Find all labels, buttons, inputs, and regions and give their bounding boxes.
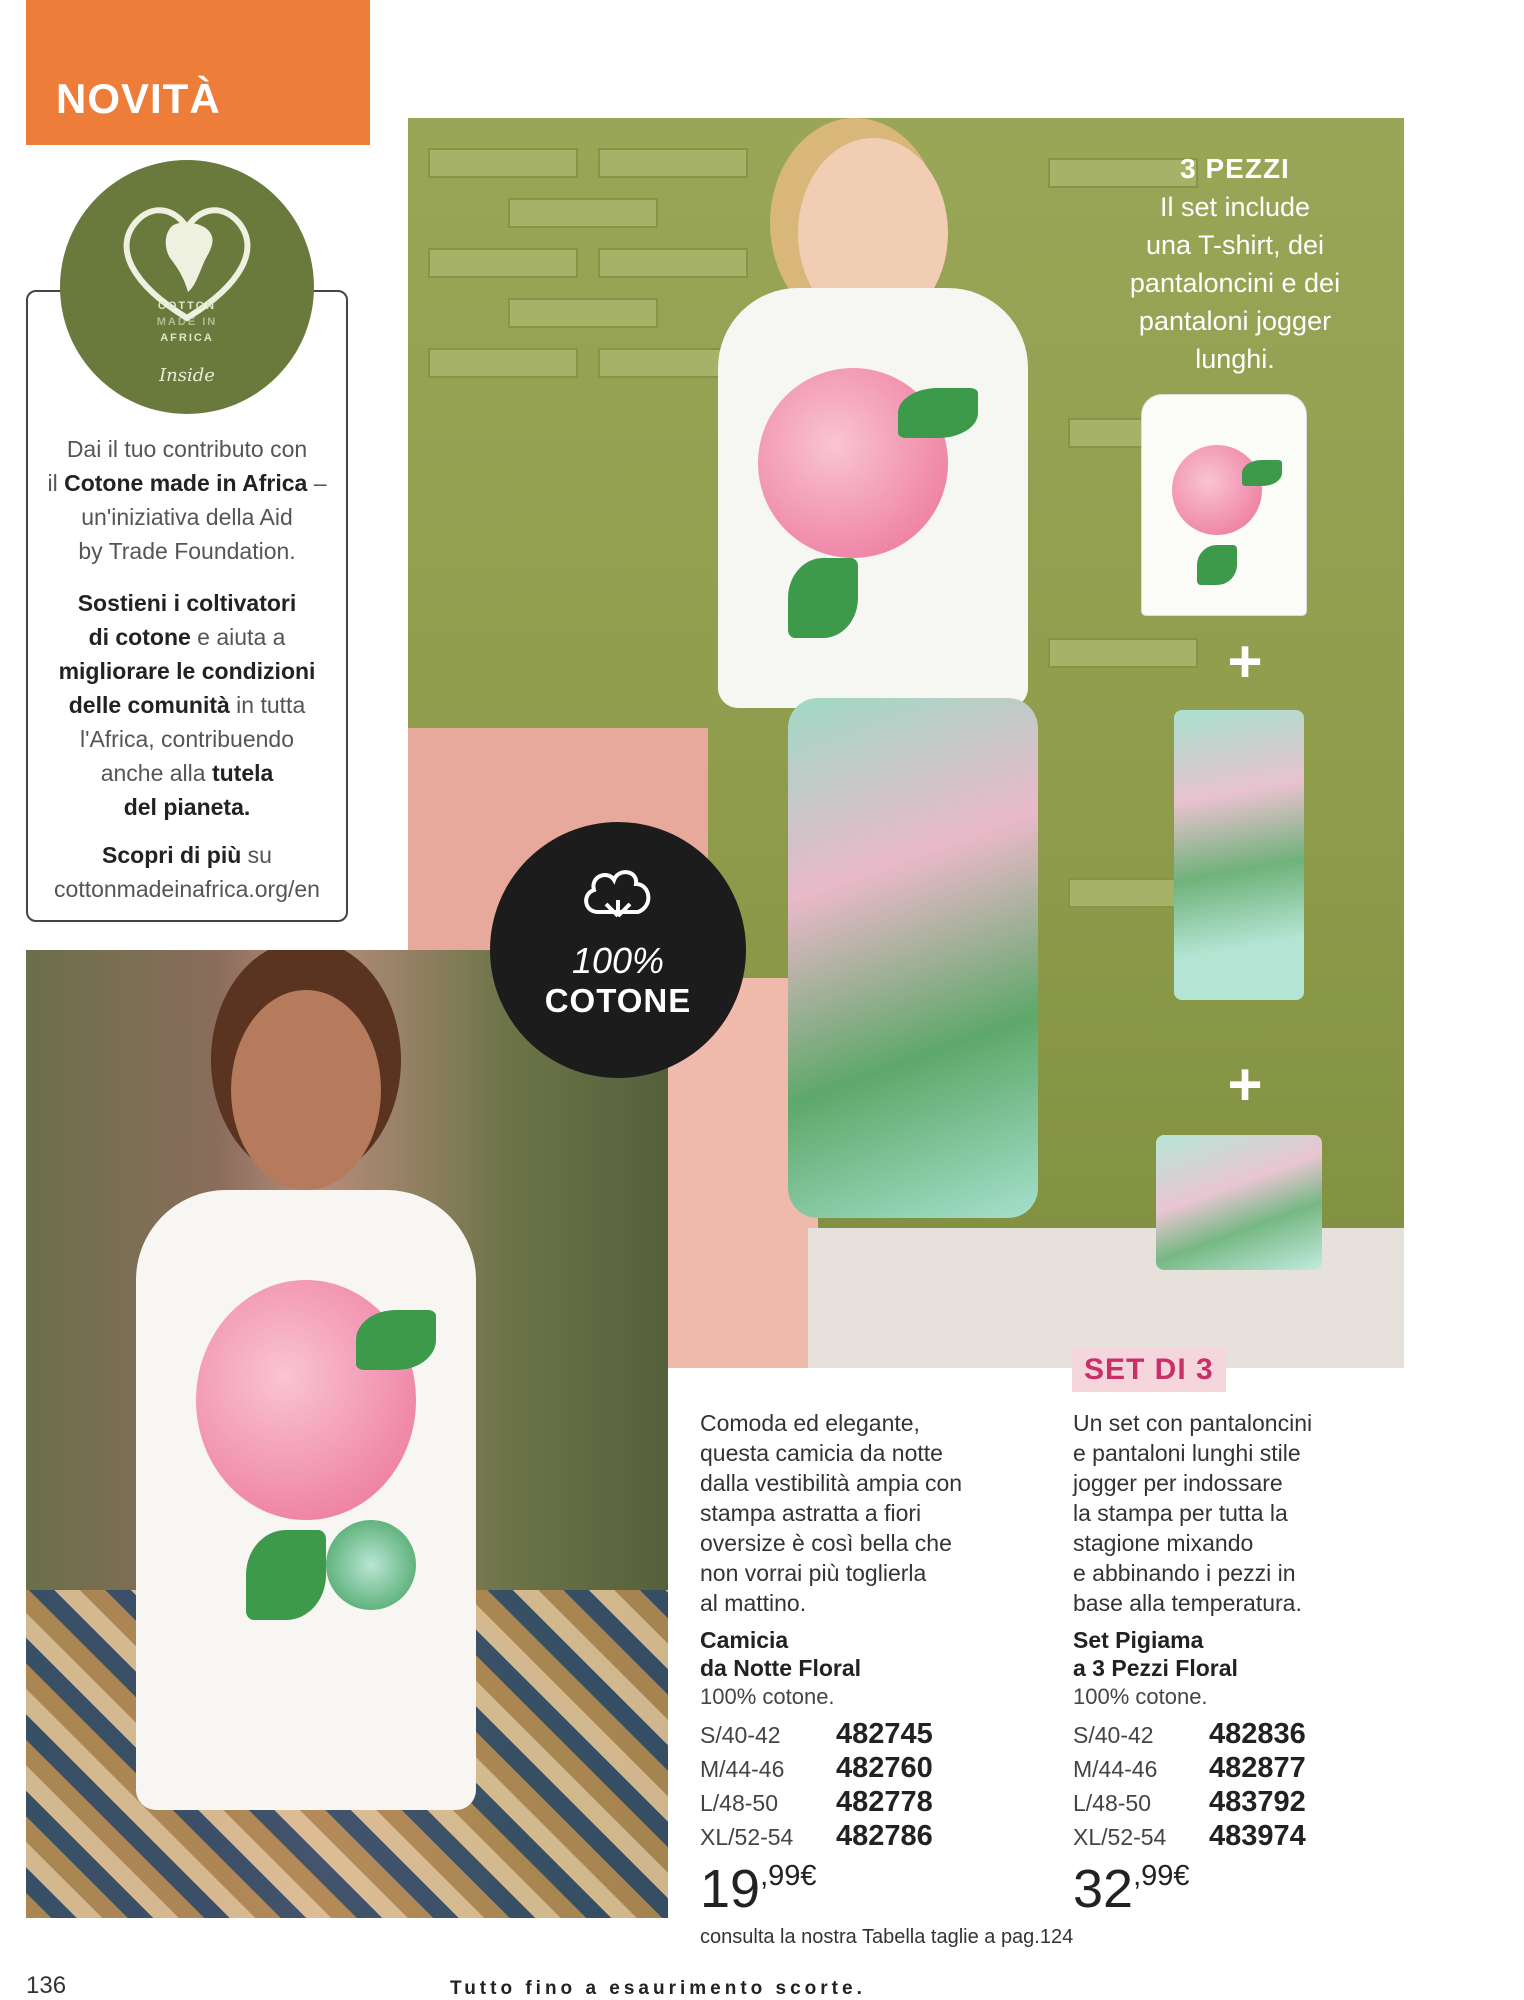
cotton-label: COTONE bbox=[544, 982, 692, 1019]
product-description bbox=[1073, 1408, 1403, 1618]
size-row bbox=[1073, 1820, 1403, 1854]
logo-line-3: AFRICA bbox=[160, 332, 214, 344]
size-label: S/40-42 bbox=[1073, 1722, 1154, 1748]
desc-line: e pantaloni lunghi stile bbox=[1073, 1440, 1301, 1466]
size-row bbox=[700, 1786, 1040, 1820]
cotton-info-text bbox=[30, 432, 344, 924]
callout-line: una T-shirt, dei bbox=[1145, 230, 1325, 260]
cotton-percent: 100% bbox=[571, 940, 665, 981]
product-code: 482786 bbox=[836, 1820, 933, 1852]
novita-banner bbox=[26, 0, 370, 145]
info-bold-text: Sostieni i coltivatori bbox=[77, 590, 297, 616]
size-code-list bbox=[1073, 1718, 1403, 1854]
set-of-3-badge: SET DI 3 bbox=[1072, 1348, 1226, 1392]
product-name-line: a 3 Pezzi Floral bbox=[1073, 1655, 1238, 1681]
size-row bbox=[700, 1752, 1040, 1786]
callout-line: pantaloni jogger bbox=[1138, 306, 1332, 336]
cotton-website-link[interactable]: cottonmadeinafrica.org/en bbox=[54, 876, 320, 902]
size-label: M/44-46 bbox=[700, 1756, 785, 1782]
desc-line: jogger per indossare bbox=[1073, 1470, 1283, 1496]
product-material: 100% cotone. bbox=[1073, 1684, 1208, 1709]
price-decimal: ,99€ bbox=[760, 1860, 817, 1892]
info-bold-text: delle comunità bbox=[68, 692, 230, 718]
page-number: 136 bbox=[26, 1972, 67, 1999]
info-text-line: un'iniziativa della Aid bbox=[81, 504, 293, 530]
desc-line: questa camicia da notte bbox=[700, 1440, 943, 1466]
callout-title: 3 PEZZI bbox=[1180, 153, 1290, 184]
three-pieces-callout bbox=[1100, 150, 1370, 378]
product-name bbox=[700, 1626, 1040, 1682]
size-label: M/44-46 bbox=[1073, 1756, 1158, 1782]
product-code: 483974 bbox=[1209, 1820, 1306, 1852]
price-integer: 19 bbox=[700, 1859, 761, 1919]
price-decimal: ,99€ bbox=[1133, 1860, 1190, 1892]
info-text-line: Dai il tuo contributo con bbox=[66, 436, 308, 462]
product-code: 482778 bbox=[836, 1786, 933, 1818]
stock-disclaimer: Tutto fino a esaurimento scorte. bbox=[450, 1978, 866, 1999]
info-text-line: anche alla bbox=[100, 760, 212, 786]
product-code: 482760 bbox=[836, 1752, 933, 1784]
info-text-line: su bbox=[241, 842, 272, 868]
tshirt-product-image bbox=[1142, 395, 1306, 615]
info-text-line: by Trade Foundation. bbox=[78, 538, 296, 564]
desc-line: base alla temperatura. bbox=[1073, 1590, 1302, 1616]
size-label: L/48-50 bbox=[1073, 1790, 1152, 1816]
cotton-100-badge bbox=[490, 822, 746, 1078]
pants-product-image bbox=[1174, 710, 1304, 1000]
size-row bbox=[700, 1820, 1040, 1854]
plus-sign: + bbox=[1227, 628, 1263, 695]
logo-signature: Inside bbox=[159, 365, 215, 386]
desc-line: Un set con pantaloncini bbox=[1073, 1410, 1313, 1436]
desc-line: al mattino. bbox=[700, 1590, 807, 1616]
nightdress-photo bbox=[26, 950, 668, 1918]
callout-line: lunghi. bbox=[1195, 344, 1275, 374]
info-bold-text: di cotone bbox=[88, 624, 191, 650]
size-label: S/40-42 bbox=[700, 1722, 781, 1748]
info-text-line: – bbox=[307, 470, 327, 496]
info-bold-text: tutela bbox=[211, 760, 274, 786]
desc-line: non vorrai più toglierla bbox=[700, 1560, 927, 1586]
product-code: 482745 bbox=[836, 1718, 933, 1750]
callout-line: pantaloncini e dei bbox=[1129, 268, 1341, 298]
shorts-product-image bbox=[1156, 1135, 1322, 1270]
size-row bbox=[1073, 1786, 1403, 1820]
product-name bbox=[1073, 1626, 1403, 1682]
size-row bbox=[1073, 1752, 1403, 1786]
desc-line: la stampa per tutta la bbox=[1073, 1500, 1288, 1526]
cotton-flower-icon bbox=[578, 860, 658, 930]
size-label: XL/52-54 bbox=[1073, 1824, 1167, 1850]
desc-line: dalla vestibilità ampia con bbox=[700, 1470, 963, 1496]
desc-line: stampa astratta a fiori bbox=[700, 1500, 922, 1526]
size-row bbox=[1073, 1718, 1403, 1752]
product-price bbox=[700, 1860, 1040, 1918]
desc-line: Comoda ed elegante, bbox=[700, 1410, 920, 1436]
product-price bbox=[1073, 1860, 1403, 1918]
info-bold-text: Scopri di più bbox=[102, 842, 242, 868]
product-pajama-set bbox=[1073, 1408, 1403, 1918]
africa-heart-icon bbox=[60, 178, 314, 338]
product-code: 482877 bbox=[1209, 1752, 1306, 1784]
desc-line: stagione mixando bbox=[1073, 1530, 1254, 1556]
price-integer: 32 bbox=[1073, 1859, 1134, 1919]
callout-line: Il set include bbox=[1159, 192, 1311, 222]
desc-line: oversize è così bella che bbox=[700, 1530, 952, 1556]
logo-line-1: COTTON bbox=[157, 300, 217, 312]
product-code: 482836 bbox=[1209, 1718, 1306, 1750]
info-text-line: il bbox=[47, 470, 58, 496]
logo-line-2: MADE IN bbox=[156, 316, 218, 328]
info-text-line: l'Africa, contribuendo bbox=[79, 726, 295, 752]
product-material: 100% cotone. bbox=[700, 1684, 835, 1709]
novita-label: NOVITÀ bbox=[56, 75, 221, 122]
size-label: L/48-50 bbox=[700, 1790, 779, 1816]
product-name-line: Set Pigiama bbox=[1073, 1627, 1204, 1653]
size-chart-note: consulta la nostra Tabella taglie a pag.124 bbox=[700, 1926, 1074, 1948]
product-name-line: Camicia bbox=[700, 1627, 789, 1653]
desc-line: e abbinando i pezzi in bbox=[1073, 1560, 1296, 1586]
plus-sign: + bbox=[1227, 1051, 1263, 1118]
product-description bbox=[700, 1408, 1040, 1618]
product-code: 483792 bbox=[1209, 1786, 1306, 1818]
info-text-line: in tutta bbox=[229, 692, 306, 718]
product-name-line: da Notte Floral bbox=[700, 1655, 862, 1681]
cotton-made-in-africa-logo bbox=[60, 160, 314, 414]
size-label: XL/52-54 bbox=[700, 1824, 794, 1850]
info-text-line: e aiuta a bbox=[190, 624, 286, 650]
info-bold-text: del pianeta. bbox=[123, 794, 251, 820]
product-nightdress bbox=[700, 1408, 1040, 1918]
size-code-list bbox=[700, 1718, 1040, 1854]
info-bold-text: migliorare le condizioni bbox=[58, 658, 316, 684]
size-row bbox=[700, 1718, 1040, 1752]
info-bold-text: Cotone made in Africa bbox=[64, 470, 308, 496]
